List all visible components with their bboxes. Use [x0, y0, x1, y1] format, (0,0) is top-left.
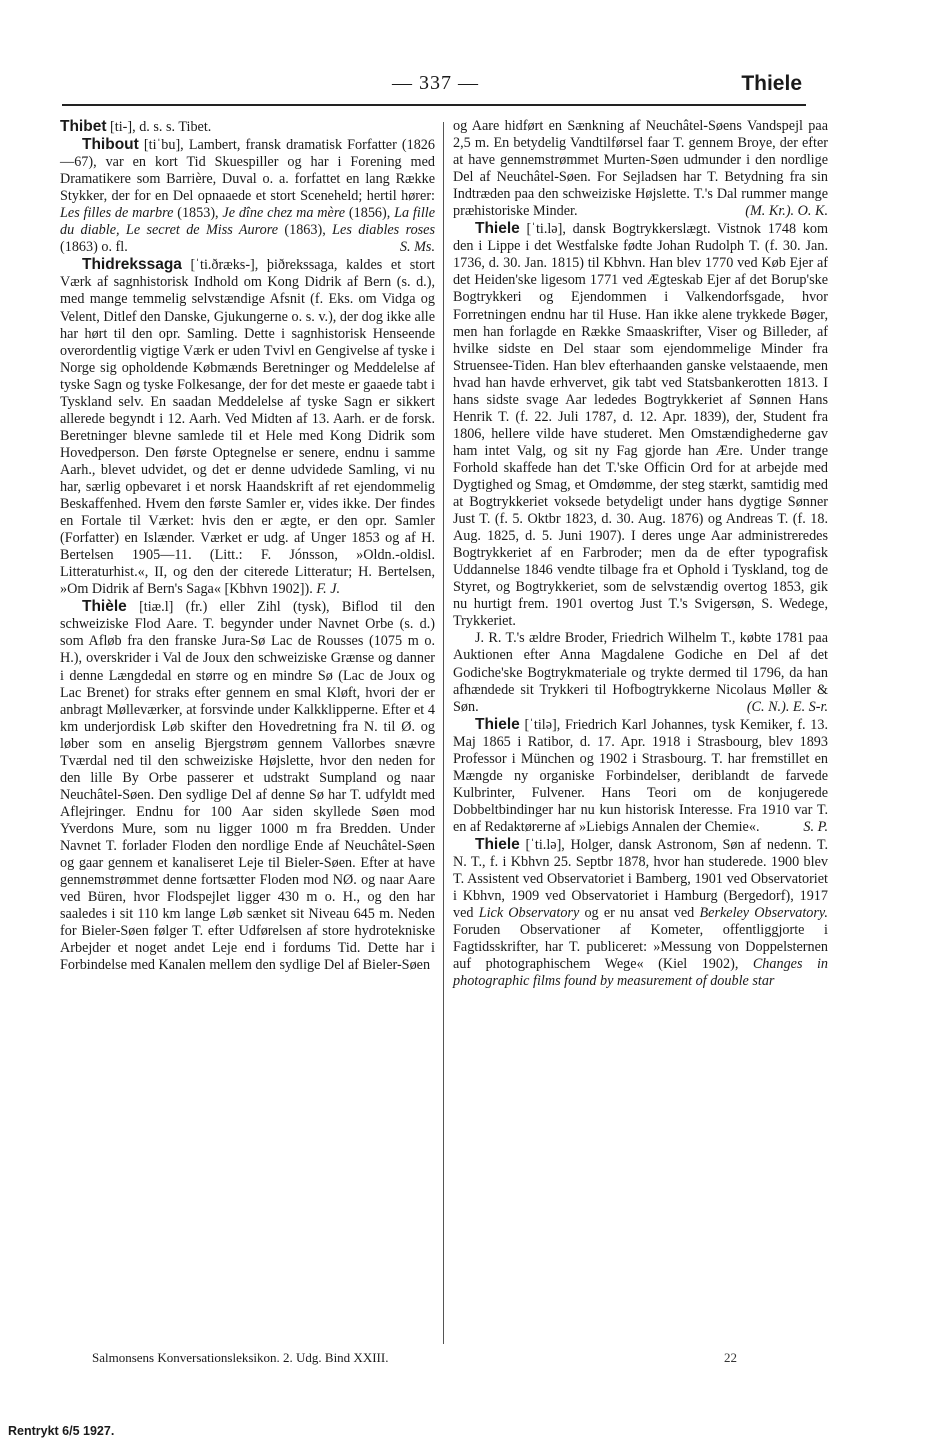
entry-text: og Aare hidført en Sænkning af Neuchâtel-Søens Vandspejl paa 2,5 m. En betydelig Vandtilførsel faar T. gennem Broye, der efter at have gennemstrømmet Murten-Søen udmunder i den nordlige Del af Neuchâtel-Søen. For Sejladsen har T. Betydning fra sin Indtræden paa den schweiziske Højslette. T.'s Dal rummer mange præhistoriske Minder.: [453, 118, 828, 220]
entry-text: J. R. T.'s ældre Broder, Friedrich Wilhelm T., købte 1781 paa Auktionen efter Anna Magdalene Godiche en Del af det Godiche'ske Bogtrykmateriale og trykte dermed til 1796, da han afhændede sit Trykkeri til Hofbogtrykkerne Nicolaus Møller & Søn.: [453, 630, 828, 715]
entry-text: [ˈtilə], Friedrich Karl Johannes, tysk Kemiker, f. 13. Maj 1865 i Ratibor, d. 17. Apr. 1918 i Strasbourg, blev 1893 Professor i München og 1902 i Strasbourg. T. har fremstillet en Mængde ny organiske Forbindelser, deriblandt de farvede Kulbrinter, Fulvener. Hans Teori om de konjugerede Dobbeltbindinger har nu kun historisk Interesse. Fra 1910 var T. en af Redaktørerne af »Liebigs Annalen der Chemie«.: [453, 716, 828, 835]
entry-continued: [453, 118, 828, 220]
page-header: [62, 72, 802, 102]
entry-text: [ˈti.lə], dansk Bogtrykkerslægt. Vistnok 1748 kom den i Lippe i det Westfalske fødte Johan Rudolph T. (f. 30. Jan. 1736, d. 30. Jan. 1815) til Kbhvn. Han blev 1770 ved Køb Ejer af det Heiden'ske ligesom 1771 ved Ægteskab Ejer af det Borup'ske Bogtrykkeri og Ejendommen i Valkendorfsgade, hvor Forretningen endnu har til Huse. Han ikke alene trykkede Bøger, men han forlagde en Række Smaaskrifter, Viser og Billeder, af hvilke sidste en Del staar som ejendommelige Minder fra Struensee-Tiden. Han blev efterhaanden ganske velstaaende, men hvad han havde erhvervet, gik tabt ved Statsbankerotten 1813. I hans sidste svage Aar lededes Bogtrykkeriet af Sønnen Hans Henrik T. (f. 22. Juli 1787, d. 12. Apr. 1839), der, Student fra 1806, hellere vilde have studeret. Men Omstændighederne gav ham intet Valg, og sit ny Fag gjorde han Ære. Under trange Forhold skaffede han det T.'ske Officin Ord for at arbejde med Dygtighed og Smag, et Omdømme, der steg stærkt, samtidig med at Bogtrykkeriet voksede betydeligt under hans dygtige Sønner Just T. (f. 5. Oktbr 1823, d. 30. Aug. 1876) og Andreas T. (f. 18. Aug. 1825, d. 5. Juni 1907). I deres unge Aar administreredes Bogtrykkeriet af en Farbroder; men da de efter typografisk Uddannelse 1846 vendte tilbage fra et Ophold i Tyskland, tog de Styret, og Bogtrykkeriet, som de selvstændig overtog 1853, gik nu hurtigt frem. 1901 overtog Just T.'s Svigersøn, S. Wedege, Trykkeriet.: [453, 221, 828, 630]
entry-thiele-family-para2: [453, 630, 828, 715]
work-title: La fille du diable, Le secret de Miss Aurore: [60, 205, 435, 239]
entry-headword: Thibout: [82, 136, 139, 154]
running-head: Thiele: [741, 72, 802, 95]
entry-thiele-astronomer: [453, 836, 828, 990]
entry-text: [ti-], d. s. s. Tibet.: [106, 119, 212, 135]
entry-thiele-river: [60, 598, 435, 974]
author-signature: (M. Kr.). O. K.: [745, 203, 828, 220]
author-signature: F. J.: [316, 581, 341, 598]
author-signature: (C. N.). E. S-r.: [746, 698, 828, 715]
observatory-name: Berkeley Observatory.: [699, 905, 828, 922]
entry-text: (1863) o. fl.: [60, 239, 128, 256]
entry-text: (1856),: [345, 205, 395, 222]
entry-headword: Thibet: [60, 118, 107, 135]
entry-thiele-chemist: [453, 716, 828, 836]
entry-headword: Thièle: [82, 598, 127, 616]
entry-thidrekssaga: [60, 256, 435, 598]
header-rule: [62, 104, 806, 106]
entry-headword: Thiele: [475, 835, 520, 853]
entry-text: [tiˈbu], Lambert, fransk dramatisk Forfatter (1826—67), var en kort Tid Skuespiller og har i Forening med Dramatikere som Barrière, Duval o. a. forfattet en lang Række Stykker, der for en Del opnaaede et stort Sceneheld; hertil hører:: [60, 137, 435, 205]
entry-text: [tiæ.l] (fr.) eller Zihl (tysk), Biflod til den schweiziske Flod Aare. T. begynder under Navnet Orbe (s. d.) som Afløb fra den franske Jura-Sø Lac de Rousses (1075 m o. H.), overskrider i Val de Joux den schweiziske Grænse og danner i denne Længdedal en større og en mindre Sø (Lac de Joux og Lac Brenet) for straks efter gennem en smal Kløft, hvori der er anbragt Mølleværker, at forsvinde under Kalkklipperne. Efter et 4 km underjordisk Løb skifter den Hovedretning fra N. til Ø. og løber som en anselig Bjergstrøm gennem Vallorbes snævre Tværdal ned til den schweiziske Højslette, hvor den neden for den lille By Orbe passerer et udstrakt Sumpland og naar Neuchâtel-Søen. Den sydlige Del af denne Sø har T. udfyldt med Aflejringer. Endnu for 100 Aar siden skyllede Søen mod Yverdons Mure, som nu ligger 1000 m fra Bredden. Under Navnet T. forlader Floden den nordlige Ende af Neuchâtel-Søen og gaar gennem et kanaliseret Leje til Bieler-Søen. Efter at have gennemstrømmet denne fortsætter Floden mod NØ. og naar Aare ved Büren, hvor Flodspejlet ligger 430 m o. H., og den har saaledes i sit 110 km lange Løb sænket sit Niveau 645 m. Neden for Bieler-Søen følger T. efter Udførelsen af store hydrotekniske Arbejder et noget andet Leje end i fordums Tid. Dette har i Forbindelse med Kanalen mellem den sydlige Del af Bieler-Søen: [60, 599, 435, 974]
entry-thibout: [60, 136, 435, 256]
author-signature: S. P.: [803, 818, 828, 835]
work-title: Les diables roses: [332, 222, 435, 239]
entry-thiele-family: [453, 220, 828, 630]
entry-text: (1863),: [278, 222, 333, 239]
column-divider: [443, 122, 444, 1344]
work-title: Changes in photographic films found by measurement of double star: [453, 956, 829, 990]
entry-text: (1853),: [173, 205, 223, 222]
footer-signature-mark: 22: [724, 1350, 737, 1365]
entry-headword: Thidrekssaga: [82, 256, 182, 274]
footer-publication: Salmonsens Konversationsleksikon. 2. Udg. Bind XXIII.: [92, 1350, 389, 1365]
work-title: Les filles de marbre: [60, 205, 174, 222]
imprint-note: Rentrykt 6/5 1927.: [8, 1424, 115, 1438]
author-signature: S. Ms.: [399, 239, 435, 256]
entry-thibet: [60, 118, 435, 136]
page-number: — 337 —: [392, 72, 479, 94]
left-column: [60, 118, 435, 974]
entry-headword: Thiele: [475, 715, 520, 733]
entry-text: og er nu ansat ved: [579, 905, 700, 922]
observatory-name: Lick Observatory: [478, 905, 580, 922]
entry-text: [ˈti.lə], Holger, dansk Astronom, Søn af nedenn. T. N. T., f. i Kbhvn 25. Septbr 1878, hvor han studerede. 1900 blev T. Assistent ved Observatoriet i Bamberg, 1901 ved Observatoriet i Kbhvn, 1909 ved Observatoriet i Hamburg (Bergedorf), 1917 ved: [453, 836, 828, 922]
work-title: Je dîne chez ma mère: [222, 205, 346, 222]
entry-text: Foruden Observationer af Kometer, offentliggjorte i Fagtidsskrifter, har T. publiceret: »Messung von Doppelsternen auf photographischem Wege« (Kiel 1902),: [453, 922, 828, 973]
right-column: [453, 118, 828, 990]
entry-text: [ˈti.ðræks-], þiðrekssaga, kaldes et stort Værk af sagnhistorisk Indhold om Kong Didrik af Bern (s. d.), med mange temmelig selvstændige Afsnit (f. Eks. om Vidga og Velent, Ditlef den Danske, Gjukungerne o. s. v.), der dog ikke alle har hørt til den opr. Samling. Dette i sagnhistorisk Henseende overordentlig vigtige Værk er uden Tvivl en Gengivelse af tyske i Norge sig opholdende Købmænds Beretninger og Meddelelse af tyske Sagn og tyske Folkesange, der for det meste er gaaede tabt i Tyskland selv. En saadan Meddelelse af tyske Sagn er sikkert allerede begyndt i 12. Aarh. Ved Midten af 13. Aarh. er de forsk. Beretninger blevne samlede til et Hele med Kong Didrik som Hovedperson. Den første Optegnelse er senere, endnu i samme Aarh., blevet udvidet, og det er denne udvidede Samling, vi nu har, særlig opbevaret i et norsk Haandskrift af ret ejendommelig Beskaffenhed. Hvem den første Samler er, vides ikke. Der findes en Fortale til Værket: hvis den er ægte, er den opr. Samler (Forfatter) en Islænder. Værket er udg. af Unger 1853 og af H. Bertelsen 1905—11. (Litt.: F. Jónsson, »Oldn.-oldisl. Litteraturhist.«, II, og den der citerede Litteratur; H. Bertelsen, »Om Didrik af Bern's Saga« [Kbhvn 1902]).: [60, 257, 435, 598]
entry-headword: Thiele: [475, 220, 520, 238]
